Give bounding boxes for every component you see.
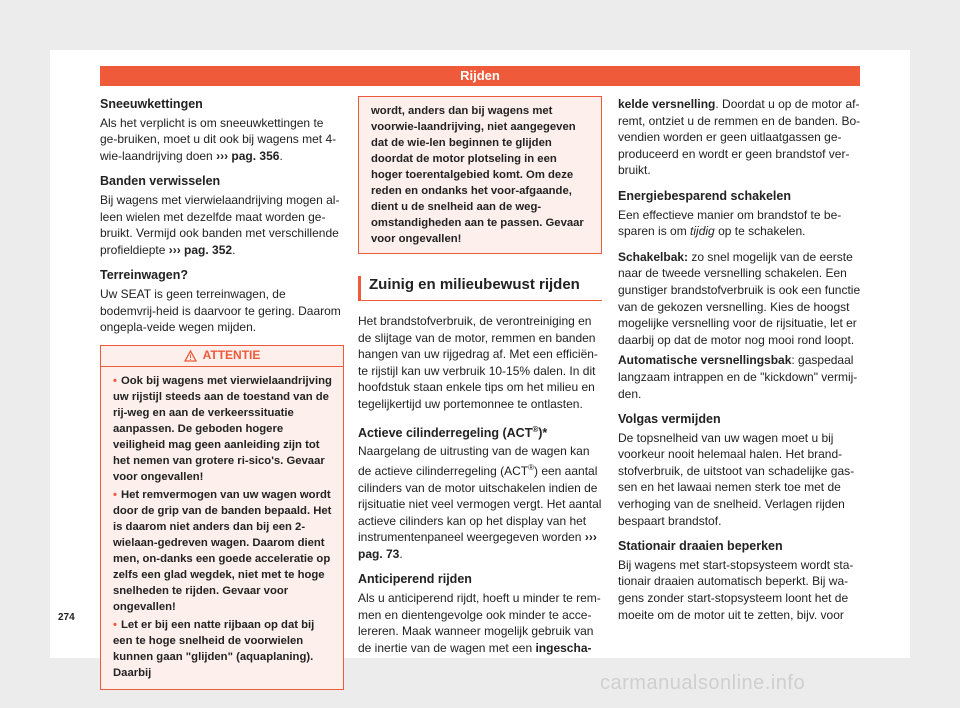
warning-body bbox=[101, 367, 343, 689]
bullet-icon: • bbox=[113, 618, 117, 631]
paragraph: Als het verplicht is om sneeuwkettingen te ge-bruiken, moet u dit ook bij wagens met 4-wie-laandrijving doen ››› pag. 356. bbox=[100, 115, 337, 163]
page-number: 274 bbox=[58, 612, 75, 623]
text: ) een aantal cilinders van de motor uitschakelen indien de rijsituatie niet veel vermogen vergt. Het aantal actieve cilinders kan op het display van het instrumentenpaneel weergegeven worden bbox=[358, 463, 602, 545]
text: Schakelbak: bbox=[618, 249, 689, 264]
paragraph bbox=[618, 207, 862, 240]
text: zo snel mogelijk van de eerste naar de tweede versnelling schakelen. Een gunstiger brandstofverbruik is ook een functie van de gekozen versnelling. Kies de hoogst mogelijke versnelling voor de rijsituatie, let er daarbij op dat de motor nog mooi rond loopt. bbox=[618, 249, 861, 347]
page-reference-link[interactable]: ››› pag. 356 bbox=[216, 148, 280, 163]
paragraph: De topsnelheid van uw wagen moet u bij voorkeur nooit helemaal halen. Het brand-stofverbruik, de uitstoot van schadelijke gas-sen en het lawaai nemen sterk toe met de verhoging van de snelheid. Verlagen rijden bespaart brandstof. bbox=[618, 430, 855, 528]
heading-energiebesparend: Energiebesparend schakelen bbox=[618, 188, 791, 203]
heading-volgas: Volgas vermijden bbox=[618, 412, 721, 427]
column-1 bbox=[100, 96, 344, 690]
text: Als het verplicht is om sneeuwkettingen te ge-bruiken, moet u dit ook bij wagens met 4-wie-laandrijving doen bbox=[100, 115, 337, 163]
paragraph: Uw SEAT is geen terreinwagen, de bodemvrij-heid is daarvoor te gering. Daarom ongepla-veide wegen mijden. bbox=[100, 286, 341, 335]
heading-anticiperend: Anticiperend rijden bbox=[358, 572, 472, 587]
heading-banden: Banden verwisselen bbox=[100, 174, 221, 189]
paragraph bbox=[358, 590, 602, 656]
warning-box-continued bbox=[358, 96, 602, 254]
page-reference-link[interactable]: ››› pag. 352 bbox=[168, 242, 233, 257]
text: : gaspedaal langzaam intrappen en de "kickdown" vermij-den. bbox=[618, 353, 858, 401]
text: . Doordat u op de motor af-remt, ontziet u de remmen en de banden. Bo-vendien worden er geen uitlaatgassen ge-produceerd en wordt er geen brandstof ver-bruikt. bbox=[618, 97, 861, 178]
paragraph: Het brandstofverbruik, de verontreiniging en de slijtage van de motor, remmen en banden hangen van uw rijgedrag af. Met een efficiën-te rijstijl kan uw verbruik 10-15% dalen. In dit hoofdstuk staan enkele tips om het milieu en tegelijkertijd uw portemonnee te ontlasten. bbox=[358, 314, 598, 411]
text: Het remvermogen van uw wagen wordt door de grip van de banden bepaald. Het is daarom niet anders dan bij een 2-wielaan-gedreven wagen. Daarom dient men, on-danks een goede acceleratie op zelfs een glad wegdek, niet met te hoge snelheden te rijden. Gevaar voor ongevallen! bbox=[113, 488, 332, 613]
heading-terreinwagen: Terreinwagen? bbox=[100, 268, 188, 283]
watermark: carmanualsonline.info bbox=[600, 672, 806, 694]
warning-triangle-icon bbox=[184, 350, 197, 362]
text: Actieve cilinderregeling (ACT bbox=[358, 425, 533, 440]
text: Een effectieve manier om brandstof te be-sparen is om bbox=[618, 207, 842, 239]
page-reference-link[interactable]: ››› pag. 73 bbox=[358, 530, 597, 561]
text: )* bbox=[538, 425, 548, 440]
text: Ook bij wagens met vierwielaandrijving uw rijstijl steeds aan de toestand van de rij-weg en aan de verkeerssituatie aanpassen. De geboden hogere veiligheid mag geen aanleiding zijn tot het nemen van grotere ri-sico's. Gevaar voor ongevallen! bbox=[113, 374, 332, 483]
paragraph bbox=[618, 249, 862, 349]
warning-item bbox=[113, 617, 333, 681]
chapter-header: Rijden bbox=[100, 66, 860, 86]
column-3 bbox=[618, 96, 862, 632]
paragraph: Bij wagens met start-stopsysteem wordt sta-tionair draaien automatisch beperkt. Bij wa-gens zonder start-stopsysteem loont het de moeite om de motor uit te zetten, bijv. voor bbox=[618, 557, 854, 622]
warning-item bbox=[113, 487, 333, 615]
heading-sneeuwkettingen: Sneeuwkettingen bbox=[100, 97, 203, 111]
heading-stationair: Stationair draaien beperken bbox=[618, 539, 783, 554]
warning-body: wordt, anders dan bij wagens met voorwie-laandrijving, niet aangegeven dat de wie-len beginnen te glijden doordat de motor plotseling in een hoger toerentalgebied komt. Om deze reden en ondanks het voor-afgaande, dient u de snelheid aan de weg-omstandigheden aan te passen. Gevaar voor ongevallen! bbox=[371, 105, 584, 245]
text: Bij wagens met vierwielaandrijving mogen al-leen wielen met dezelfde maat worden ge-bruikt. Vermijd ook banden met verschillende profieldiepte bbox=[100, 192, 340, 257]
warning-item bbox=[113, 373, 333, 485]
text: op te schakelen. bbox=[718, 224, 806, 239]
text: Let er bij een natte rijbaan op dat bij een te hoge snelheid de voorwielen kunnen gaan "glijden" (aquaplaning). Daarbij bbox=[113, 618, 315, 679]
bullet-icon: • bbox=[113, 374, 117, 387]
column-2 bbox=[358, 96, 602, 665]
text: Automatische versnellingsbak bbox=[618, 353, 792, 368]
paragraph: Bij wagens met vierwielaandrijving mogen al-leen wielen met dezelfde maat worden ge-bruikt. Vermijd ook banden met verschillende profieldiepte ››› pag. 352. bbox=[100, 192, 340, 257]
text: ® bbox=[532, 424, 539, 434]
text: Naargelang de uitrusting van de wagen kan de actieve cilinderregeling (ACT bbox=[358, 444, 590, 478]
text: tijdig bbox=[690, 224, 715, 239]
text: kelde versnelling bbox=[618, 97, 716, 111]
paragraph: Naargelang de uitrusting van de wagen kan de actieve cilinderregeling (ACT®) een aantal cilinders van de motor uitschakelen indien de rijsituatie niet veel vermogen vergt. Het aantal actieve cilinders kan op het display van het instrumentenpaneel weergegeven worden ››› pag. 73. bbox=[358, 444, 602, 561]
text: ingescha- bbox=[535, 640, 592, 655]
paragraph bbox=[618, 96, 862, 179]
warning-header bbox=[101, 346, 343, 367]
text: ® bbox=[528, 462, 534, 472]
warning-box bbox=[100, 345, 344, 690]
bullet-icon: • bbox=[113, 488, 117, 501]
section-title: Zuinig en milieubewust rijden bbox=[358, 276, 602, 301]
paragraph bbox=[618, 352, 862, 402]
text: Als u anticiperend rijdt, hoeft u minder te rem-men en dientengevolge ook minder te acce-lereren. Maak wanneer mogelijk gebruik van de inertie van de wagen met een bbox=[358, 591, 601, 655]
warning-title: ATTENTIE bbox=[202, 348, 261, 363]
heading-act bbox=[358, 422, 602, 442]
